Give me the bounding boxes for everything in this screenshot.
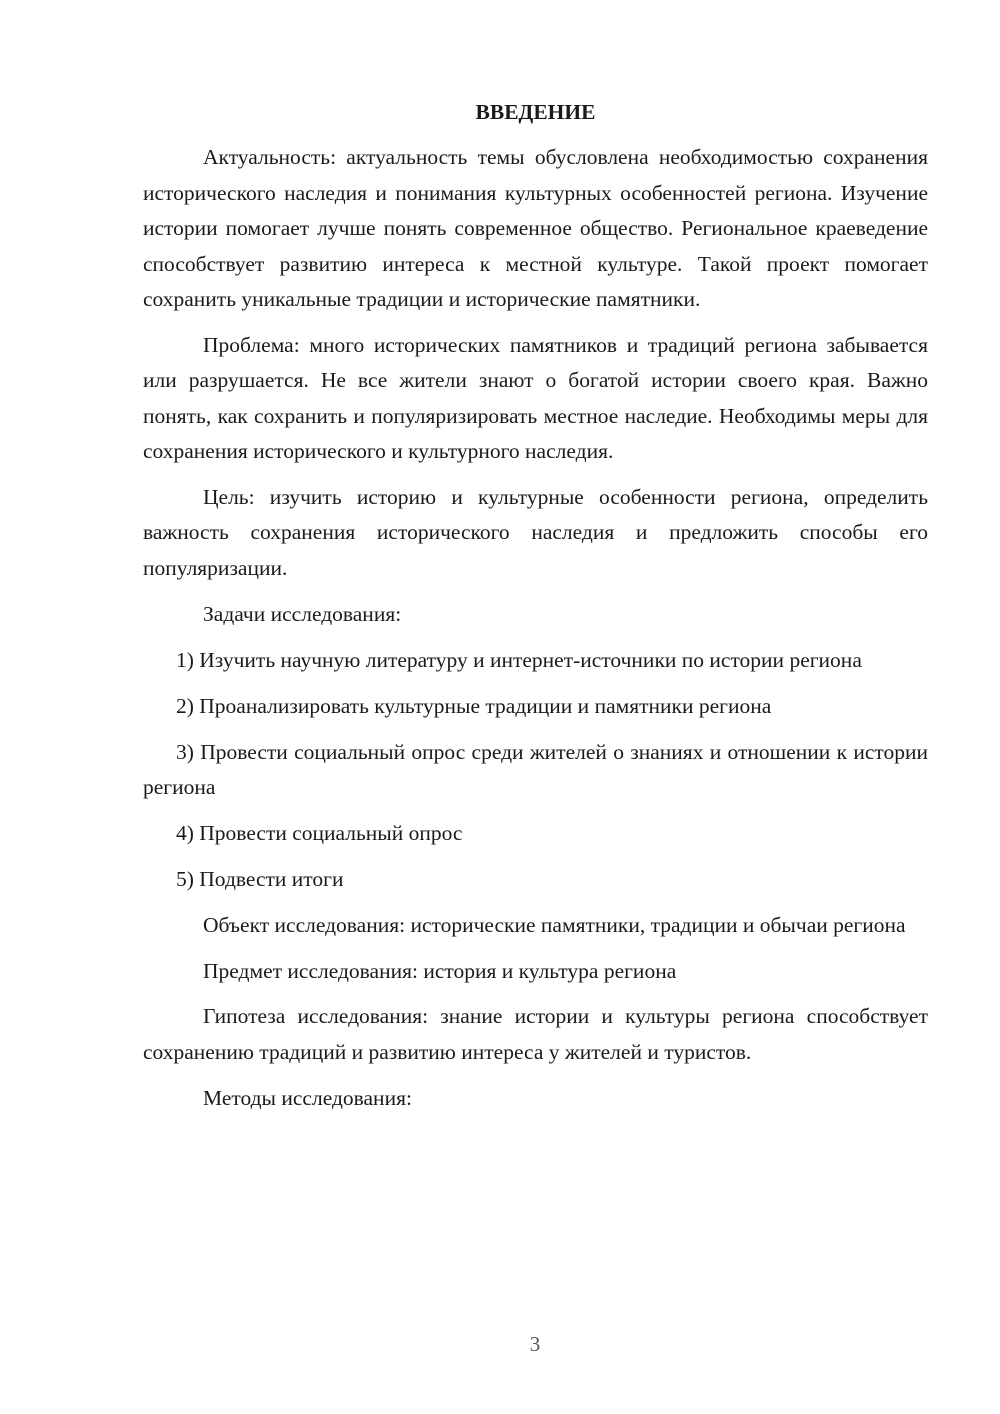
page-number: 3 — [529, 1332, 541, 1356]
methods-heading: Методы исследования: — [203, 1085, 412, 1110]
task-item-3: 3) Провести социальный опрос среди жителей о знаниях и отношении к истории региона — [143, 739, 928, 799]
task-item-2: 2) Проанализировать культурные традиции и памятники региона — [176, 693, 772, 718]
hypothesis-paragraph: Гипотеза исследования: знание истории и культуры региона способствует сохранению традиций и развитию интереса у жителей и туристов. — [143, 1004, 928, 1064]
tasks-heading: Задачи исследования: — [203, 601, 402, 626]
page-title: ВВЕДЕНИЕ — [475, 100, 596, 124]
document-page — [143, 95, 928, 1127]
subject-paragraph: Предмет исследования: история и культура региона — [203, 958, 677, 983]
task-item-1: 1) Изучить научную литературу и интернет-источники по истории региона — [176, 647, 862, 672]
object-paragraph: Объект исследования: исторические памятники, традиции и обычаи региона — [203, 912, 906, 937]
task-item-4: 4) Провести социальный опрос — [176, 820, 463, 845]
relevance-paragraph: Актуальность: актуальность темы обусловлена необходимостью сохранения исторического наследия и понимания культурных особенностей региона. Изучение истории помогает лучше понять современное общество. Региональное краеведение способствует развитию интереса к местной культуре. Такой проект помогает сохранить уникальные традиции и исторические памятники. — [143, 145, 928, 312]
task-item-5: 5) Подвести итоги — [176, 866, 344, 891]
problem-paragraph: Проблема: много исторических памятников и традиций региона забывается или разрушается. Не все жители знают о богатой истории своего края. Важно понять, как сохранить и популяризировать местное наследие. Необходимы меры для сохранения исторического и культурного наследия. — [143, 332, 928, 464]
goal-paragraph: Цель: изучить историю и культурные особенности региона, определить важность сохранения исторического наследия и предложить способы его популяризации. — [143, 485, 928, 580]
